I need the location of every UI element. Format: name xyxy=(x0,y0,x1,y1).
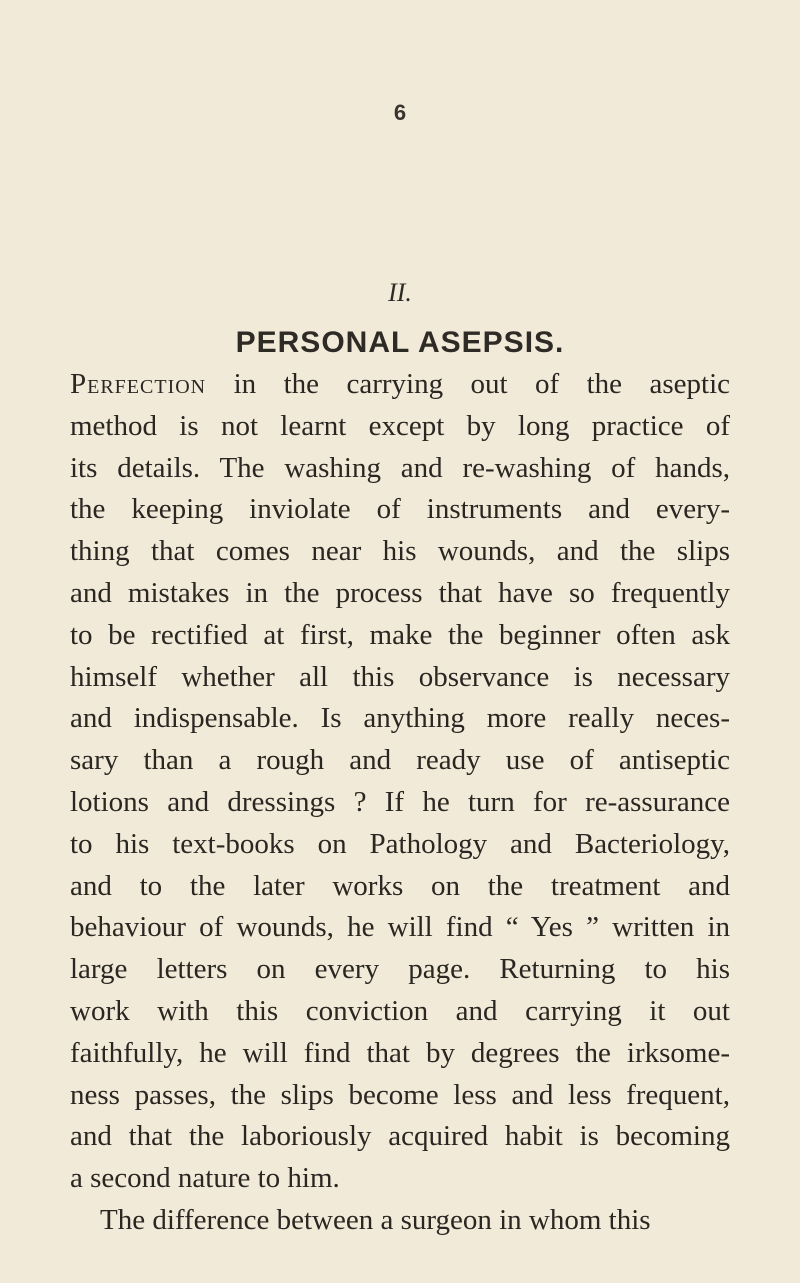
text-line-16: work with this conviction and carrying it out xyxy=(70,994,730,1027)
text-line-9: and indispensable. Is anything more really neces- xyxy=(70,702,730,735)
next-paragraph-line: The difference between a surgeon in whom this xyxy=(100,1203,651,1236)
text-line-1 xyxy=(70,364,730,406)
text-line-6: and mistakes in the process that have so frequently xyxy=(70,576,730,609)
text-line-13: and to the later works on the treatment and xyxy=(70,869,730,902)
text-line-8: himself whether all this observance is necessary xyxy=(70,660,730,693)
text-line-3: its details. The washing and re-washing of hands, xyxy=(70,451,730,484)
text-line-18: ness passes, the slips become less and less frequent, xyxy=(70,1078,730,1111)
text-line-7: to be rectified at first, make the beginner often ask xyxy=(70,618,730,651)
text-line-12: to his text-books on Pathology and Bacteriology, xyxy=(70,827,730,860)
text-line-15: large letters on every page. Returning to his xyxy=(70,953,730,986)
chapter-title: PERSONAL ASEPSIS. xyxy=(235,326,565,359)
text-line-10: sary than a rough and ready use of antiseptic xyxy=(70,744,730,777)
text-line-4: the keeping inviolate of instruments and every- xyxy=(70,493,730,526)
chapter-numeral: II. xyxy=(388,278,412,307)
text-line-11: lotions and dressings ? If he turn for re-assurance xyxy=(70,785,730,818)
text-line-19: and that the laboriously acquired habit is becoming xyxy=(70,1120,730,1153)
text-line-17: faithfully, he will find that by degrees the irksome- xyxy=(70,1036,730,1069)
text-line-20: a second nature to him. xyxy=(70,1162,340,1195)
body-text xyxy=(70,364,730,1242)
text-line-2: method is not learnt except by long practice of xyxy=(70,409,730,442)
text-line-5: thing that comes near his wounds, and the slips xyxy=(70,535,730,568)
page-number: 6 xyxy=(393,100,407,125)
first-word: Perfection xyxy=(70,368,207,400)
first-line-rest: in the carrying out of the aseptic xyxy=(206,368,730,400)
text-line-14: behaviour of wounds, he will find “ Yes ” written in xyxy=(70,911,730,944)
